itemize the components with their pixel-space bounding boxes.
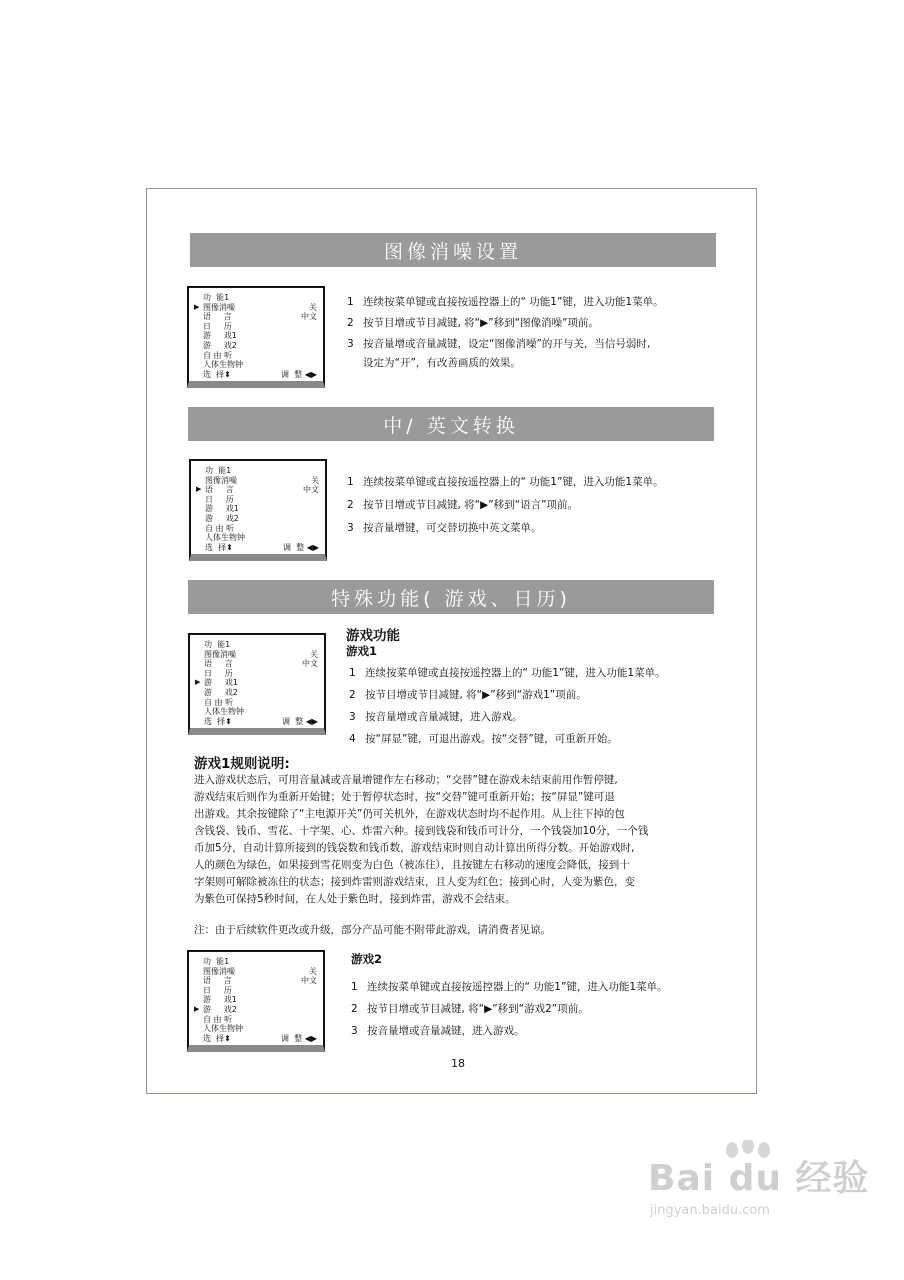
- osd-menu-item: [203, 976, 319, 986]
- osd-menu-item: [203, 322, 319, 332]
- game-function-heading: 游戏功能: [346, 628, 400, 644]
- osd-item-label: 游 戏1: [204, 678, 238, 688]
- step-number: 1: [347, 476, 354, 488]
- step-number: 2: [349, 689, 356, 701]
- step-text: 按“屏显”键，可退出游戏。按“交替”键，可重新开始。: [365, 733, 618, 745]
- osd-menu-item: [204, 659, 320, 669]
- step-item: [351, 1023, 525, 1038]
- step-item: [347, 336, 650, 370]
- step-text: 连续按菜单键或直接按遥控器上的“ 功能1”键，进入功能1菜单。: [367, 981, 668, 993]
- osd-item-label: 功 能1: [205, 466, 232, 475]
- section-banner-noise: [190, 233, 716, 267]
- leftright-arrows-icon: ◀▶: [305, 716, 318, 726]
- step-number: 2: [351, 1003, 358, 1015]
- osd-adjust-label: 调 整: [282, 716, 304, 726]
- step-text: 按节目增或节目减键, 将“▶”移到“游戏1”项前。: [365, 689, 587, 701]
- step-text: 按节目增或节目减键, 将“▶”移到“图像消噪”项前。: [363, 317, 600, 329]
- osd-menu-item: [203, 341, 319, 351]
- watermark-url: jingyan.baidu.com: [650, 1203, 770, 1218]
- osd-menu-item: [195, 678, 320, 688]
- step-number: 3: [347, 338, 354, 350]
- section-title: 图像消噪设置: [383, 240, 522, 263]
- osd-menu-item: [204, 650, 320, 660]
- osd-select-label: 选 择: [203, 369, 225, 379]
- osd-item-label: 游 戏1: [203, 331, 237, 341]
- step-number: 1: [349, 667, 356, 679]
- osd-adjust-label: 调 整: [281, 1033, 303, 1043]
- osd-menu-item: [196, 485, 321, 495]
- osd-menu-item: [194, 302, 319, 313]
- osd-item-value: 关: [310, 649, 318, 659]
- osd-menu-item: [203, 995, 319, 1005]
- note-text: 注：由于后续软件更改或升级，部分产品可能不附带此游戏，请消费者见谅。: [194, 924, 551, 936]
- step-text: 按音量增键，可交替切换中英文菜单。: [363, 522, 542, 534]
- osd-item-label: 图像消噪: [204, 649, 236, 659]
- osd-menu-game2: [187, 950, 325, 1052]
- osd-select-label: 选 择: [204, 716, 226, 726]
- osd-item-label: 游 戏2: [203, 340, 237, 350]
- osd-item-label: 日 历: [203, 321, 232, 331]
- osd-menu-item: [203, 312, 319, 322]
- page-number: 18: [451, 1057, 465, 1070]
- section-banner-special: [188, 580, 714, 614]
- leftright-arrows-icon: ◀▶: [304, 369, 317, 379]
- osd-menu-item: [205, 504, 321, 514]
- osd-menu-item: [205, 533, 321, 543]
- osd-item-label: 自 由 听: [204, 697, 234, 707]
- step-text: 按节目增或节目减键, 将“▶”移到“语言”项前。: [363, 499, 579, 511]
- step-item: [347, 497, 578, 512]
- osd-menu-item: [203, 1024, 319, 1034]
- osd-menu-item: [203, 351, 319, 361]
- osd-menu-item: [203, 967, 319, 977]
- osd-item-label: 语 言: [205, 485, 234, 495]
- step-item: [349, 687, 587, 702]
- rules-line: 进入游戏状态后，可用音量减或音量增键作左右移动；“交替”键在游戏未结束前用作暂停键,: [194, 774, 618, 786]
- osd-item-label: 语 言: [203, 312, 232, 322]
- section-title: 中/ 英文转换: [383, 414, 519, 437]
- step-number: 3: [351, 1025, 358, 1037]
- osd-item-label: 人体生物钟: [203, 360, 243, 370]
- osd-footer: [203, 370, 319, 380]
- rules-line: 币加5分，自动计算所接到的钱袋数和钱币数，游戏结束时则自动计算出所得分数。开始游戏时,: [194, 842, 635, 854]
- rules-line: 出游戏。其余按键除了“主电源开关”仍可关机外，在游戏状态时均不起作用。从上往下掉的包: [194, 808, 625, 820]
- rules-line: 人的颜色为绿色，如果接到雪花则变为白色（被冻住），且按键左右移动的速度会降低，接到十: [194, 859, 630, 871]
- osd-footer: [204, 717, 320, 727]
- osd-item-label: 自 由 听: [205, 523, 235, 533]
- step-text: 按音量增或音量减键，设定“图像消噪”的开与关，当信号弱时,: [363, 338, 651, 350]
- game1-heading: 游戏1: [346, 644, 378, 658]
- osd-footer: [205, 543, 321, 553]
- osd-item-label: 游 戏2: [203, 1004, 237, 1014]
- osd-item-label: 游 戏2: [204, 687, 238, 697]
- osd-menu-game1: [188, 633, 326, 735]
- watermark-brand: Bai du 经验: [648, 1158, 870, 1199]
- osd-item-label: 自 由 听: [203, 1014, 233, 1024]
- osd-menu-item: [203, 957, 319, 967]
- step-item: [351, 1001, 589, 1016]
- osd-item-value: 中文: [303, 485, 319, 495]
- osd-select-label: 选 择: [203, 1033, 225, 1043]
- osd-item-label: 人体生物钟: [205, 533, 245, 543]
- step-text: 连续按菜单键或直接按遥控器上的“ 功能1”键，进入功能1菜单。: [365, 667, 666, 679]
- osd-menu-language: [189, 459, 327, 561]
- osd-menu-item: [205, 495, 321, 505]
- osd-menu-item: [205, 514, 321, 524]
- osd-item-label: 功 能1: [203, 957, 230, 966]
- osd-item-label: 人体生物钟: [204, 707, 244, 717]
- osd-item-value: 关: [309, 966, 317, 976]
- step-text: 按节目增或节目减键, 将“▶”移到“游戏2”项前。: [367, 1003, 589, 1015]
- step-item: [347, 315, 599, 330]
- leftright-arrows-icon: ◀▶: [304, 1033, 317, 1043]
- osd-menu-item: [205, 476, 321, 486]
- updown-arrows-icon: ⬍: [224, 1033, 231, 1043]
- osd-item-label: 图像消噪: [203, 302, 235, 312]
- osd-item-label: 功 能1: [204, 640, 231, 649]
- rules-line: 字架则可解除被冻住的状态；接到炸雷则游戏结束，且人变为红色；接到心时，人变为紫色，变: [194, 876, 635, 888]
- step-number: 2: [347, 317, 354, 329]
- step-number: 1: [351, 981, 358, 993]
- osd-select-label: 选 择: [205, 542, 227, 552]
- osd-menu-item: [203, 331, 319, 341]
- step-text: 按音量增或音量减键，进入游戏。: [365, 711, 523, 723]
- rules-line: 为紫色可保持5秒时间，在人处于紫色时，接到炸雷，游戏不会结束。: [194, 893, 516, 905]
- osd-item-label: 日 历: [205, 494, 234, 504]
- updown-arrows-icon: ⬍: [226, 542, 233, 552]
- rules-paragraph: [194, 772, 724, 908]
- pointer-icon: ▶: [194, 1004, 200, 1013]
- osd-footer: [203, 1034, 319, 1044]
- leftright-arrows-icon: ◀▶: [306, 542, 319, 552]
- osd-menu-item: [205, 466, 321, 476]
- section-banner-language: [188, 407, 714, 441]
- step-item: [349, 709, 523, 724]
- osd-item-label: 人体生物钟: [203, 1024, 243, 1034]
- rules-heading: 游戏1规则说明:: [194, 756, 290, 772]
- step-item: [349, 731, 618, 746]
- step-item: [349, 665, 666, 680]
- step-item: [351, 979, 668, 994]
- osd-menu-item: [203, 986, 319, 996]
- osd-item-label: 图像消噪: [205, 475, 237, 485]
- osd-adjust-label: 调 整: [281, 369, 303, 379]
- updown-arrows-icon: ⬍: [224, 369, 231, 379]
- osd-item-value: 中文: [302, 659, 318, 669]
- step-text-continued: 设定为“开”，有改善画质的效果。: [363, 357, 521, 369]
- osd-item-label: 日 历: [204, 668, 233, 678]
- osd-menu-item: [204, 669, 320, 679]
- osd-item-value: 关: [311, 475, 319, 485]
- osd-menu-item: [203, 293, 319, 303]
- osd-menu-item: [205, 524, 321, 534]
- pointer-icon: ▶: [195, 678, 201, 687]
- game2-heading: 游戏2: [351, 952, 383, 966]
- osd-item-label: 自 由 听: [203, 350, 233, 360]
- step-text: 按音量增或音量减键，进入游戏。: [367, 1025, 525, 1037]
- osd-item-label: 游 戏1: [205, 504, 239, 514]
- rules-line: 游戏结束后则作为重新开始键；处于暂停状态时，按“交替”键可重新开始；按“屏显”键可退: [194, 791, 615, 803]
- osd-item-label: 功 能1: [203, 293, 230, 302]
- osd-item-label: 游 戏1: [203, 995, 237, 1005]
- osd-menu-item: [204, 707, 320, 717]
- step-number: 3: [349, 711, 356, 723]
- step-item: [347, 520, 542, 535]
- step-number: 1: [347, 296, 354, 308]
- osd-item-value: 关: [309, 302, 317, 312]
- osd-menu-item: [204, 688, 320, 698]
- osd-item-label: 图像消噪: [203, 966, 235, 976]
- updown-arrows-icon: ⬍: [225, 716, 232, 726]
- osd-item-label: 日 历: [203, 985, 232, 995]
- step-text: 连续按菜单键或直接按遥控器上的“ 功能1”键，进入功能1菜单。: [363, 476, 664, 488]
- osd-menu-noise: [187, 286, 325, 388]
- step-number: 3: [347, 522, 354, 534]
- step-number: 2: [347, 499, 354, 511]
- osd-menu-item: [203, 1015, 319, 1025]
- osd-item-value: 中文: [301, 312, 317, 322]
- osd-menu-item: [203, 360, 319, 370]
- osd-item-label: 语 言: [204, 659, 233, 669]
- step-item: [347, 474, 664, 489]
- step-number: 4: [349, 733, 356, 745]
- section-title: 特殊功能( 游戏、日历): [331, 587, 571, 610]
- rules-line: 含钱袋、钱币、雪花、十字架、心、炸雷六种。接到钱袋和钱币可计分，一个钱袋加10分，一个钱: [194, 825, 649, 837]
- osd-item-label: 游 戏2: [205, 513, 239, 523]
- osd-menu-item: [194, 1004, 319, 1015]
- step-text: 连续按菜单键或直接按遥控器上的“ 功能1”键，进入功能1菜单。: [363, 296, 664, 308]
- osd-menu-item: [204, 698, 320, 708]
- step-item: [347, 294, 664, 309]
- osd-menu-item: [204, 640, 320, 650]
- watermark: [648, 1150, 870, 1218]
- osd-adjust-label: 调 整: [283, 542, 305, 552]
- osd-item-label: 语 言: [203, 976, 232, 986]
- osd-item-value: 中文: [301, 976, 317, 986]
- pointer-icon: ▶: [196, 485, 202, 494]
- pointer-icon: ▶: [194, 302, 200, 311]
